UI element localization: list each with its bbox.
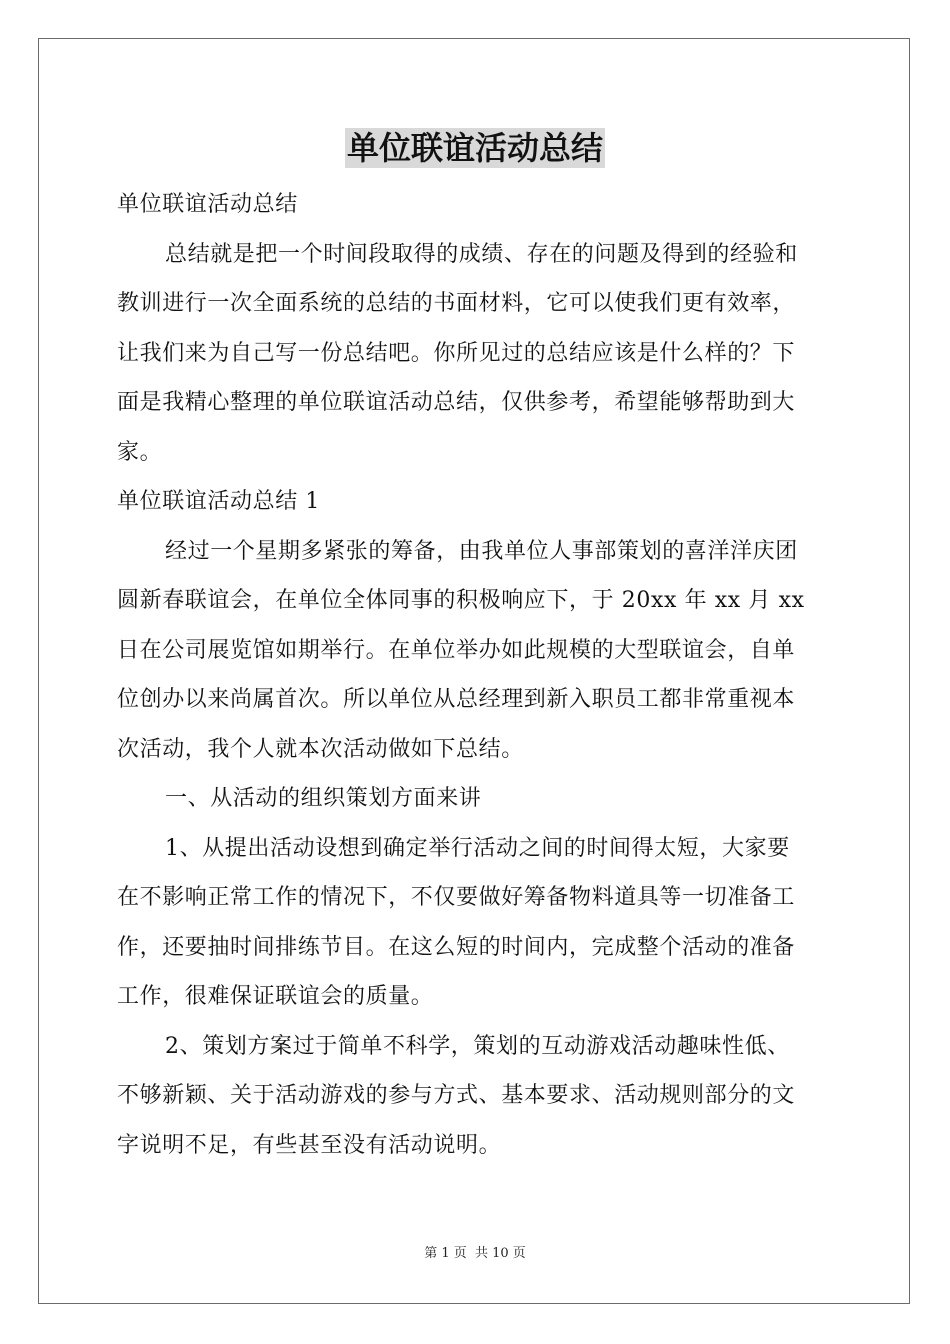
document-body <box>117 128 833 1170</box>
page-total: 共 10 页 <box>474 1246 526 1261</box>
text-line: 单位联谊活动总结 <box>117 192 298 217</box>
text-line: 教训进行一次全面系统的总结的书面材料，它可以使我们更有效率， <box>117 291 796 316</box>
text-line: 工作，很难保证联谊会的质量。 <box>117 984 434 1009</box>
text-line: 圆新春联谊会，在单位全体同事的积极响应下，于 20xx 年 xx 月 xx <box>117 588 805 613</box>
text-line: 位创办以来尚属首次。所以单位从总经理到新入职员工都非常重视本 <box>117 687 796 712</box>
text-line: 经过一个星期多紧张的筹备，由我单位人事部策划的喜洋洋庆团 <box>165 538 798 564</box>
text-line: 次活动，我个人就本次活动做如下总结。 <box>117 736 524 762</box>
text-line: 字说明不足，有些甚至没有活动说明。 <box>117 1132 502 1158</box>
page-footer <box>0 1245 950 1263</box>
text-line: 作，还要抽时间排练节目。在这么短的时间内，完成整个活动的准备 <box>117 934 796 960</box>
page-number: 第 1 页 <box>424 1246 467 1261</box>
text-line: 1、从提出活动设想到确定举行活动之间的时间得太短，大家要 <box>165 835 790 861</box>
text-line: 面是我精心整理的单位联谊活动总结，仅供参考，希望能够帮助到大 <box>117 390 796 415</box>
paragraph-lines <box>117 180 833 1170</box>
text-line: 2、策划方案过于简单不科学，策划的互动游戏活动趣味性低、 <box>165 1033 790 1059</box>
text-line: 家。 <box>117 439 163 465</box>
text-line: 让我们来为自己写一份总结吧。你所见过的总结应该是什么样的？下 <box>117 340 796 366</box>
title-wrap <box>117 128 833 168</box>
text-line: 在不影响正常工作的情况下，不仅要做好筹备物料道具等一切准备工 <box>117 885 796 910</box>
text-line: 不够新颖、关于活动游戏的参与方式、基本要求、活动规则部分的文 <box>117 1083 796 1108</box>
text-line: 单位联谊活动总结 1 <box>117 489 320 514</box>
text-line: 日在公司展览馆如期举行。在单位举办如此规模的大型联谊会，自单 <box>117 637 796 663</box>
text-line: 一、从活动的组织策划方面来讲 <box>165 786 482 811</box>
document-title: 单位联谊活动总结 <box>346 129 603 167</box>
text-line: 总结就是把一个时间段取得的成绩、存在的问题及得到的经验和 <box>165 241 798 267</box>
